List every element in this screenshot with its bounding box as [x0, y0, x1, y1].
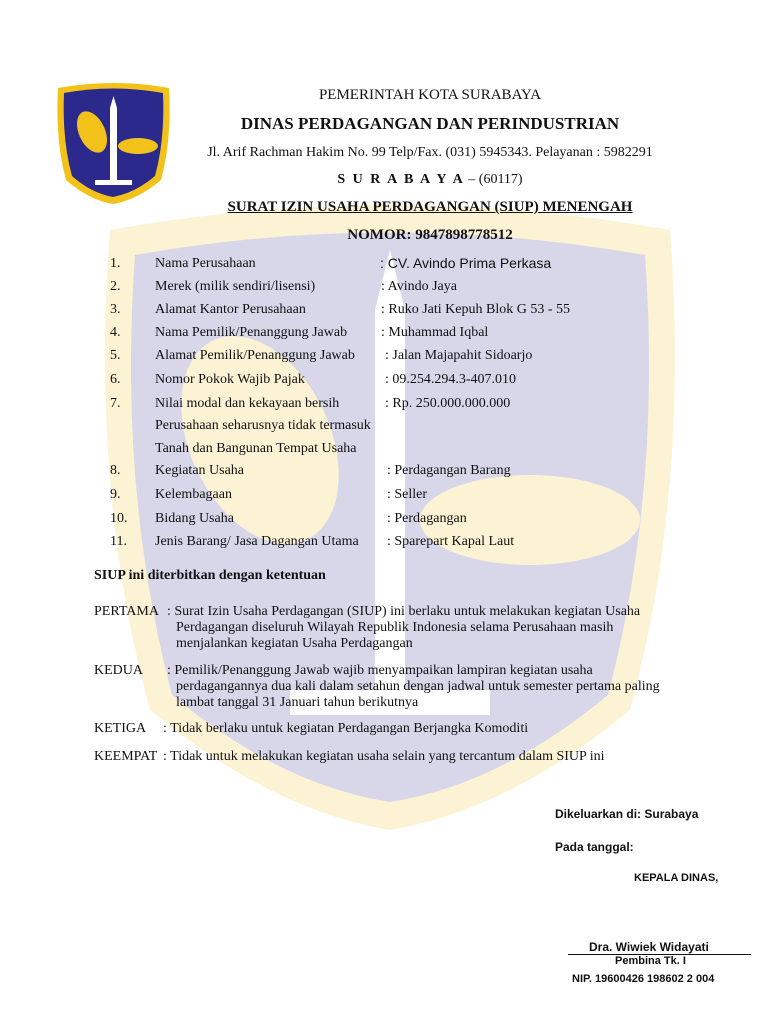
issued-at: Dikeluarkan di: Surabaya — [555, 807, 699, 821]
condition-text: menjalankan kegiatan Usaha Perdagangan — [176, 636, 413, 651]
item-number: 10. — [110, 511, 128, 526]
item-value: : Perdagangan Barang — [387, 463, 511, 478]
item-number: 6. — [110, 372, 121, 387]
item-label-continued: Tanah dan Bangunan Tempat Usaha — [155, 441, 357, 456]
condition-text: : Tidak untuk melakukan kegiatan usaha selain yang tercantum dalam SIUP ini — [163, 749, 605, 764]
item-number: 2. — [110, 279, 121, 294]
item-label: Jenis Barang/ Jasa Dagangan Utama — [155, 534, 359, 549]
department-name: DINAS PERDAGANGAN DAN PERINDUSTRIAN — [240, 114, 620, 133]
condition-key-kedua: KEDUA — [94, 663, 143, 678]
item-label: Nilai modal dan kekayaan bersih — [155, 396, 340, 411]
item-number: 4. — [110, 325, 121, 340]
condition-key-ketiga: KETIGA — [94, 721, 147, 736]
department-address: Jl. Arif Rachman Hakim No. 99 Telp/Fax. (031) 5945343. Pelayanan : 5982291 — [207, 145, 653, 160]
issue-date: Pada tanggal: — [555, 840, 634, 854]
condition-key-keempat: KEEMPAT — [94, 749, 158, 764]
item-label: Nama Perusahaan — [155, 256, 256, 271]
condition-text: perdagangannya dua kali dalam setahun dengan jadwal untuk semester pertama paling — [176, 679, 660, 694]
condition-text: lambat tanggal 31 Januari tahun berikutnya — [176, 695, 419, 710]
item-number: 7. — [110, 396, 121, 411]
item-number: 11. — [110, 534, 127, 549]
item-label-continued: Perusahaan seharusnya tidak termasuk — [155, 418, 371, 433]
item-value: : Muhammad Iqbal — [381, 325, 489, 340]
official-rank: Pembina Tk. I — [615, 955, 686, 967]
item-number: 3. — [110, 302, 121, 317]
condition-text: : Tidak berlaku untuk kegiatan Perdagangan Berjangka Komoditi — [163, 721, 529, 736]
item-label: Alamat Kantor Perusahaan — [155, 302, 306, 317]
city-emblem-logo — [55, 80, 172, 205]
postal-code: – (60117) — [468, 172, 523, 187]
item-label: Nama Pemilik/Penanggung Jawab — [155, 325, 348, 340]
city-name: S U R A B A Y A — [337, 172, 465, 187]
item-label: Kelembagaan — [155, 487, 232, 502]
item-value: : Jalan Majapahit Sidoarjo — [385, 348, 533, 363]
condition-text: : Pemilik/Penanggung Jawab wajib menyampaikan lampiran kegiatan usaha — [167, 663, 593, 678]
item-value: : Avindo Jaya — [381, 279, 457, 294]
condition-key-pertama: PERTAMA — [94, 604, 159, 619]
conditions-heading: SIUP ini diterbitkan dengan ketentuan — [94, 568, 326, 583]
item-number: 8. — [110, 463, 121, 478]
item-label: Alamat Pemilik/Penanggung Jawab — [155, 348, 355, 363]
item-label: Merek (milik sendiri/lisensi) — [155, 279, 316, 294]
condition-text: : Surat Izin Usaha Perdagangan (SIUP) ini berlaku untuk melakukan kegiatan Usaha — [167, 604, 641, 619]
item-label: Kegiatan Usaha — [155, 463, 245, 478]
item-number: 5. — [110, 348, 121, 363]
official-name: Dra. Wiwiek Widayati — [589, 940, 709, 954]
item-number: 9. — [110, 487, 121, 502]
item-value: : CV. Avindo Prima Perkasa — [380, 255, 552, 271]
city-line — [180, 172, 680, 188]
official-nip: NIP. 19600426 198602 2 004 — [572, 973, 715, 985]
document-number: NOMOR: 9847898778512 — [347, 227, 513, 243]
item-label: Nomor Pokok Wajib Pajak — [155, 372, 305, 387]
item-value: : Ruko Jati Kepuh Blok G 53 - 55 — [381, 302, 570, 317]
item-label: Bidang Usaha — [155, 511, 234, 526]
official-position: KEPALA DINAS, — [634, 872, 719, 884]
item-value: : Seller — [387, 487, 428, 502]
document-title: SURAT IZIN USAHA PERDAGANGAN (SIUP) MENENGAH — [227, 199, 633, 215]
government-name: PEMERINTAH KOTA SURABAYA — [318, 87, 542, 103]
item-value: : Perdagangan — [387, 511, 467, 526]
item-value: : 09.254.294.3-407.010 — [385, 372, 517, 387]
item-value: : Sparepart Kapal Laut — [387, 534, 515, 549]
item-number: 1. — [110, 256, 121, 271]
item-value: : Rp. 250.000.000.000 — [385, 396, 511, 411]
condition-text: Perdagangan diseluruh Wilayah Republik Indonesia selama Perusahaan masih — [176, 620, 614, 635]
